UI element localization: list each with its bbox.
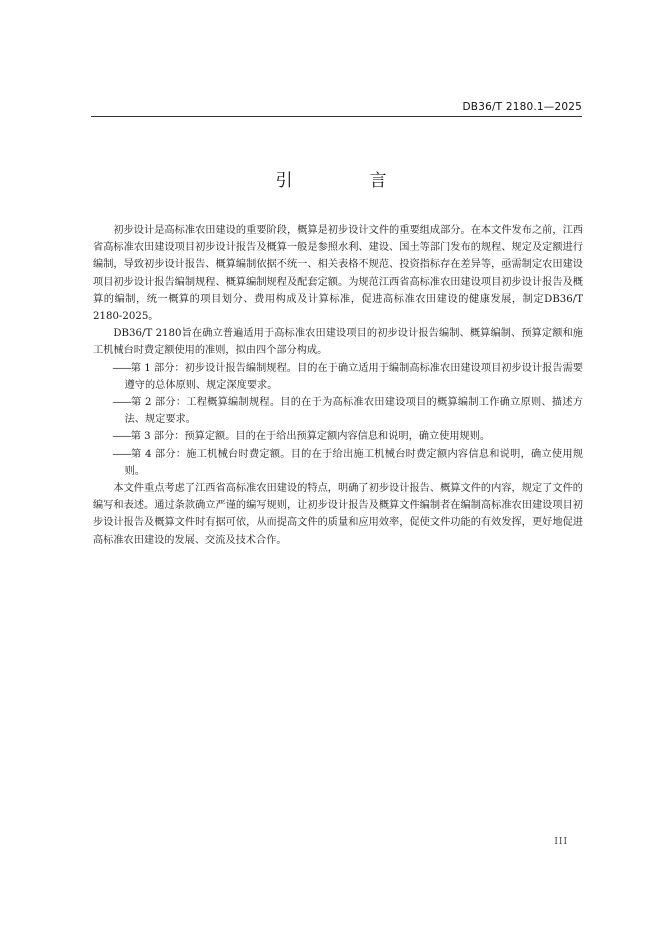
page-number: III (554, 837, 568, 847)
list-dash: —— (112, 397, 131, 409)
page-title: 引 言 (275, 171, 417, 191)
list-dash: —— (112, 362, 131, 374)
list-dash: —— (112, 448, 131, 460)
closing-paragraph: 本文件重点考虑了江西省高标准农田建设的特点，明确了初步设计报告、概算文件的内容，规定了文件的编写和表述。通过条款确立严谨的编写规则，让初步设计报告及概算文件编制者在编制高标准农田建设项目初步设计报告及概算文件时有据可依，从而提高文件的质量和应用效率，促使文件功能的有效发挥，更好地促进高标准农田建设的发展、交流及技术合作。 (93, 483, 583, 546)
standard-code: DB36/T 2180.1—2025 (462, 101, 582, 113)
part-text: 第 1 部分：初步设计报告编制规程。目的在于确立适用于编制高标准农田建设项目初步设计报告需要遵守的总体原则、规定深度要求。 (124, 362, 583, 391)
header-divider (91, 116, 582, 117)
part-text: 第 4 部分：施工机械台时费定额。目的在于给出施工机械台时费定额内容信息和说明，确立使用规则。 (124, 448, 583, 477)
document-body (93, 222, 583, 549)
scope-paragraph: DB36/T 2180旨在确立普遍适用于高标准农田建设项目的初步设计报告编制、概算编制、预算定额和施工机械台时费定额使用的准则，拟由四个部分构成。 (93, 328, 583, 357)
part-text: 第 3 部分：预算定额。目的在于给出预算定额内容信息和说明，确立使用规则。 (130, 431, 491, 443)
part-text: 第 2 部分：工程概算编制规程。目的在于为高标准农田建设项目的概算编制工作确立原则、描述方法、规定要求。 (124, 397, 583, 426)
list-dash: —— (112, 431, 131, 443)
part-list-item (93, 446, 583, 480)
part-list-item (93, 360, 583, 394)
intro-paragraph: 初步设计是高标准农田建设的重要阶段，概算是初步设计文件的重要组成部分。在本文件发布之前，江西省高标准农田建设项目初步设计报告及概算一般是参照水利、建设、国土等部门发布的规程、规定及定额进行编制，导致初步设计报告、概算编制依据不统一、相关表格不规范、投资指标存在差异等，亟需制定农田建设项目初步设计报告编制规程、概算编制规程及配套定额。为规范江西省高标准农田建设项目初步设计报告及概算的编制，统一概算的项目划分、费用构成及计算标准，促进高标准农田建设的健康发展，制定DB36/T 2180-2025。 (93, 225, 583, 323)
part-list-item (93, 394, 583, 428)
part-list-item (93, 428, 583, 445)
